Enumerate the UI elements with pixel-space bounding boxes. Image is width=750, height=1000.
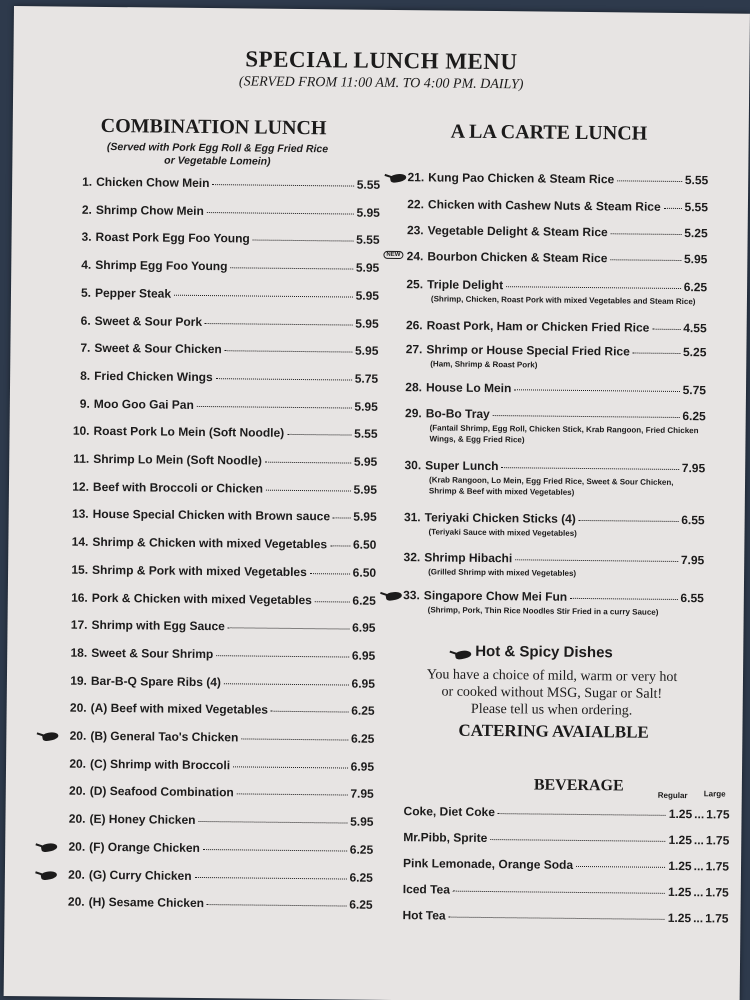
item-name: Triple Delight: [427, 277, 504, 293]
menu-item: [58, 341, 378, 358]
item-number: 14.: [71, 534, 89, 549]
item-name: (D) Seafood Combination: [89, 784, 234, 800]
item-name: Chicken with Cashew Nuts & Steam Rice: [427, 197, 661, 214]
dot-leader: [207, 212, 354, 215]
dot-leader: [515, 559, 678, 562]
dot-leader: [205, 323, 352, 326]
item-number: 5.: [80, 285, 92, 300]
item-number: 1.: [82, 174, 93, 189]
item-price: 6.95: [352, 620, 376, 636]
item-name: (E) Honey Chicken: [89, 811, 196, 828]
item-price: 6.55: [681, 513, 705, 528]
dot-leader: [498, 813, 666, 816]
item-price: 6.55: [680, 591, 704, 606]
menu-item: [397, 458, 705, 475]
catering-notice: CATERING AVAIALBLE: [458, 720, 649, 742]
dot-leader: [198, 821, 347, 824]
menu-item: [57, 507, 377, 524]
dot-leader: [610, 259, 681, 261]
item-number: 27.: [405, 342, 423, 357]
menu-item: [55, 673, 375, 690]
item-number: 10.: [72, 423, 90, 439]
item-price: 6.25: [352, 593, 376, 608]
menu-item: [396, 588, 704, 605]
item-name: Fried Chicken Wings: [94, 368, 213, 384]
dot-leader: [570, 598, 677, 600]
item-number: 20.: [68, 811, 86, 826]
dot-leader: [506, 286, 681, 289]
hot-line2: or cooked without MSG, Sugar or Salt!: [441, 684, 663, 702]
menu-item: [399, 277, 707, 294]
beverage-large-price: 1.75: [705, 833, 730, 848]
item-name: Pork & Chicken with mixed Vegetables: [91, 590, 312, 607]
item-price: 5.25: [684, 226, 708, 241]
item-name: Singapore Chow Mei Fun: [423, 588, 568, 604]
menu-title: SPECIAL LUNCH MENU: [245, 46, 518, 75]
item-number: 24.: [406, 249, 424, 264]
dot-leader: [315, 601, 350, 602]
beverage-large-price: 1.75: [705, 885, 729, 900]
price-separator: ...: [693, 859, 704, 874]
combination-note: [72, 141, 362, 170]
pepper-icon: [455, 649, 472, 660]
item-number: 33.: [403, 588, 420, 603]
item-name: Moo Goo Gai Pan: [93, 396, 194, 412]
item-number: 20.: [69, 728, 87, 743]
menu-item: [399, 318, 707, 335]
item-price: 5.75: [354, 371, 379, 386]
menu-item: [58, 368, 378, 385]
beverage-regular-price: 1.25: [667, 910, 692, 926]
dot-leader: [633, 352, 680, 353]
menu-item: [53, 867, 373, 884]
price-separator: ...: [693, 911, 704, 926]
item-name: Super Lunch: [425, 458, 499, 474]
item-name: Vegetable Delight & Steam Rice: [427, 223, 608, 240]
menu-item: [396, 550, 704, 567]
menu-item: [53, 895, 373, 912]
item-number: 9.: [79, 396, 90, 411]
item-price: 5.55: [684, 173, 709, 188]
item-number: 2.: [81, 202, 92, 217]
item-price: 6.25: [349, 870, 373, 885]
beverage-regular-price: 1.25: [668, 832, 693, 848]
dot-leader: [449, 917, 665, 920]
combination-list: [52, 174, 380, 937]
item-price: 5.95: [354, 343, 379, 359]
item-name: House Special Chicken with Brown sauce: [92, 507, 331, 524]
item-name: Chicken Chow Mein: [96, 174, 210, 191]
dot-leader: [271, 711, 348, 713]
dot-leader: [490, 839, 665, 842]
item-price: 6.95: [351, 676, 375, 691]
item-name: (B) General Tao's Chicken: [90, 728, 239, 745]
menu-item: [400, 223, 708, 240]
beverage-row: [403, 882, 729, 899]
item-name: Pepper Steak: [94, 285, 172, 301]
item-number: 31.: [403, 510, 421, 525]
item-price: 5.95: [354, 399, 378, 414]
item-number: 32.: [403, 550, 421, 565]
item-name: Roast Pork Egg Foo Young: [95, 230, 250, 246]
item-description: (Shrimp, Pork, Thin Rice Noodles Stir Fried in a curry Sauce): [427, 605, 659, 617]
item-price: 5.95: [683, 252, 708, 267]
dot-leader: [265, 462, 351, 464]
dot-leader: [333, 518, 350, 519]
item-number: 20.: [69, 756, 87, 771]
beverage-name: Hot Tea: [402, 908, 446, 923]
dot-leader: [212, 184, 353, 186]
item-number: 25.: [406, 277, 424, 292]
alacarte-list: [386, 170, 709, 633]
hot-line3: Please tell us when ordering.: [470, 701, 633, 719]
item-name: Bourbon Chicken & Steam Rice: [427, 249, 608, 266]
menu-item: [56, 590, 376, 607]
menu-item: [58, 396, 378, 413]
menu-item: [398, 406, 706, 423]
item-name: Sweet & Sour Pork: [94, 313, 203, 329]
item-price: 7.95: [680, 553, 705, 568]
item-description: (Shrimp, Chicken, Roast Pork with mixed Vegetables and Steam Rice): [430, 294, 696, 307]
item-price: 6.25: [351, 703, 375, 719]
combination-note-line1: (Served with Pork Egg Roll & Egg Fried Rice: [106, 140, 329, 156]
dot-leader: [197, 406, 352, 409]
beverage-row: [403, 830, 729, 847]
item-name: Sweet & Sour Shrimp: [91, 645, 214, 662]
menu-item: [53, 839, 373, 856]
menu-item: [57, 424, 377, 441]
dot-leader: [514, 389, 679, 392]
item-number: 7.: [80, 340, 91, 356]
menu-item: [55, 618, 375, 635]
beverage-name: Coke, Diet Coke: [403, 804, 496, 820]
beverage-row: [402, 908, 728, 925]
item-price: 5.95: [355, 288, 380, 303]
item-price: 5.75: [682, 383, 707, 398]
beverage-name: Iced Tea: [402, 882, 450, 897]
menu-item: [53, 812, 373, 829]
dot-leader: [203, 849, 347, 852]
beverage-row: [403, 856, 729, 873]
item-name: Bar-B-Q Spare Ribs (4): [90, 673, 222, 689]
dot-leader: [611, 233, 682, 235]
dot-leader: [330, 545, 350, 546]
menu-item: [400, 197, 708, 214]
item-number: 22.: [407, 197, 425, 212]
dot-leader: [237, 794, 348, 796]
beverage-large-price: 1.75: [705, 911, 729, 926]
beverage-title: BEVERAGE: [533, 776, 624, 795]
new-badge: NEW: [383, 251, 403, 259]
item-name: House Lo Mein: [425, 380, 512, 396]
dot-leader: [664, 208, 682, 209]
dot-leader: [233, 766, 348, 768]
item-price: 5.95: [355, 316, 379, 331]
menu-item: [60, 230, 380, 247]
item-number: 30.: [404, 458, 422, 473]
item-name: Shrimp Egg Foo Young: [95, 257, 228, 274]
item-price: 5.95: [353, 509, 377, 525]
item-number: 6.: [80, 313, 91, 328]
menu-item: [57, 451, 377, 468]
beverage-large-price: 1.75: [705, 859, 730, 874]
dot-leader: [174, 294, 353, 297]
item-price: 5.55: [684, 200, 709, 215]
menu-item: [56, 535, 376, 552]
item-price: 7.95: [350, 786, 374, 802]
item-number: 17.: [70, 617, 88, 632]
dot-leader: [241, 738, 348, 740]
item-price: 6.95: [351, 648, 376, 663]
menu-sheet: [4, 6, 750, 1000]
alacarte-title: A LA CARTE LUNCH: [450, 120, 648, 145]
item-number: 26.: [405, 318, 423, 333]
item-price: 4.55: [683, 321, 707, 336]
item-name: Sweet & Sour Chicken: [94, 341, 222, 357]
beverage-regular-header: Regular: [657, 790, 688, 801]
menu-item: [59, 258, 379, 275]
item-price: 6.95: [350, 759, 375, 774]
item-name: Shrimp or House Special Fried Rice: [426, 342, 630, 359]
dot-leader: [576, 866, 665, 868]
item-price: 6.50: [352, 537, 377, 552]
dot-leader: [230, 267, 352, 269]
item-name: (A) Beef with mixed Vegetables: [90, 701, 269, 717]
item-number: 20.: [69, 784, 86, 799]
beverage-regular-price: 1.25: [668, 858, 692, 874]
dot-leader: [228, 627, 349, 629]
item-description: (Ham, Shrimp & Roast Pork): [430, 359, 538, 370]
menu-item: [60, 202, 380, 219]
item-number: 20.: [67, 894, 85, 909]
item-number: 4.: [81, 257, 92, 272]
dot-leader: [310, 573, 350, 574]
menu-item: [59, 313, 379, 330]
item-number: 28.: [405, 380, 423, 395]
item-number: 16.: [71, 590, 88, 605]
item-name: Shrimp with Egg Sauce: [91, 618, 225, 634]
item-number: 21.: [407, 170, 425, 185]
item-name: Roast Pork Lo Mein (Soft Noodle): [93, 424, 285, 441]
dot-leader: [216, 655, 349, 657]
beverage-row: [404, 804, 730, 821]
price-separator: ...: [693, 885, 704, 900]
item-price: 5.95: [350, 814, 374, 829]
item-number: 23.: [406, 223, 424, 238]
menu-item: [55, 701, 375, 718]
item-name: (C) Shrimp with Broccoli: [89, 756, 231, 772]
menu-item: [400, 170, 708, 187]
beverage-large-header: Large: [703, 789, 726, 799]
menu-item: [54, 784, 374, 801]
item-description: (Fantail Shrimp, Egg Roll, Chicken Stick, Krab Rangoon, Fried Chicken Wings, & Egg Fried Rice): [429, 423, 699, 445]
item-price: 6.25: [683, 280, 708, 295]
item-number: 20.: [68, 839, 86, 854]
dot-leader: [579, 520, 678, 522]
item-price: 6.25: [349, 842, 374, 857]
item-name: (H) Sesame Chicken: [88, 895, 205, 911]
combination-title: COMBINATION LUNCH: [100, 114, 327, 140]
item-number: 12.: [72, 479, 90, 494]
item-price: 7.95: [681, 461, 706, 476]
dot-leader: [502, 467, 679, 470]
menu-item: [60, 174, 380, 191]
item-name: Roast Pork, Ham or Chicken Fried Rice: [426, 318, 650, 335]
menu-item: [398, 342, 706, 359]
beverage-name: Pink Lemonade, Orange Soda: [402, 856, 574, 872]
item-price: 5.95: [356, 205, 380, 220]
menu-item: [54, 756, 374, 773]
item-number: 20.: [69, 700, 87, 716]
item-price: 5.95: [353, 482, 378, 497]
item-price: 6.25: [349, 897, 373, 912]
beverage-regular-price: 1.25: [667, 884, 692, 900]
item-number: 29.: [404, 406, 422, 421]
item-price: 6.25: [682, 409, 706, 424]
beverage-regular-price: 1.25: [668, 806, 693, 822]
dot-leader: [453, 891, 665, 894]
item-price: 5.95: [353, 454, 378, 469]
item-price: 6.50: [352, 565, 377, 580]
menu-subtitle: (SERVED FROM 11:00 AM. TO 4:00 PM. DAILY): [238, 74, 524, 93]
beverage-large-price: 1.75: [706, 807, 730, 822]
item-price: 5.55: [356, 177, 381, 192]
item-description: (Grilled Shrimp with mixed Vegetables): [428, 567, 577, 578]
item-number: 11.: [73, 451, 90, 466]
menu-item: [56, 562, 376, 579]
dot-leader: [266, 489, 351, 491]
item-name: Beef with Broccoli or Chicken: [92, 479, 264, 496]
dot-leader: [216, 378, 352, 380]
hot-line1: You have a choice of mild, warm or very hot: [426, 667, 678, 685]
item-name: Bo-Bo Tray: [425, 406, 490, 422]
item-description: (Teriyaki Sauce with mixed Vegetables): [428, 527, 577, 538]
item-number: 13.: [71, 507, 89, 522]
menu-item: [55, 645, 375, 662]
dot-leader: [253, 240, 353, 242]
item-number: 3.: [81, 230, 92, 245]
dot-leader: [652, 329, 680, 330]
dot-leader: [493, 415, 680, 418]
dot-leader: [287, 434, 351, 436]
menu-item: [398, 380, 706, 397]
dot-leader: [224, 683, 349, 685]
item-price: 5.25: [682, 345, 707, 360]
item-number: 8.: [80, 368, 91, 383]
item-number: 20.: [68, 867, 85, 882]
item-name: (G) Curry Chicken: [88, 867, 192, 883]
menu-item: [399, 249, 707, 266]
item-name: Shrimp & Chicken with mixed Vegetables: [92, 534, 328, 552]
price-separator: ...: [694, 807, 705, 822]
item-name: (F) Orange Chicken: [89, 839, 200, 855]
price-separator: ...: [693, 833, 705, 848]
combination-note-line2: or Vegetable Lomein): [164, 154, 271, 168]
item-description: (Krab Rangoon, Lo Mein, Egg Fried Rice, Sweet & Sour Chicken, Shrimp & Beef with mixed Vegetables): [428, 475, 674, 497]
item-number: 19.: [70, 673, 88, 688]
dot-leader: [225, 350, 352, 352]
menu-item: [59, 285, 379, 302]
item-price: 5.55: [356, 232, 380, 248]
item-price: 5.95: [355, 260, 380, 275]
dot-leader: [617, 180, 682, 182]
item-name: Teriyaki Chicken Sticks (4): [424, 510, 576, 526]
dot-leader: [207, 904, 346, 906]
item-name: Shrimp & Pork with mixed Vegetables: [92, 562, 307, 579]
beverage-name: Mr.Pibb, Sprite: [403, 830, 488, 846]
dot-leader: [195, 876, 347, 879]
item-name: Shrimp Lo Mein (Soft Noodle): [93, 451, 262, 468]
item-price: 5.55: [354, 426, 378, 442]
item-number: 18.: [70, 645, 88, 660]
item-name: Shrimp Hibachi: [424, 550, 513, 566]
item-number: 15.: [71, 562, 89, 577]
menu-item: [397, 510, 705, 527]
beverage-list: [14, 6, 750, 14]
menu-item: [54, 728, 374, 745]
item-price: 6.25: [350, 731, 375, 746]
item-name: Kung Pao Chicken & Steam Rice: [428, 170, 615, 187]
menu-item: [57, 479, 377, 496]
item-name: Shrimp Chow Mein: [95, 202, 204, 218]
hot-spicy-title: Hot & Spicy Dishes: [475, 642, 613, 662]
hot-spicy-text: [407, 666, 698, 720]
